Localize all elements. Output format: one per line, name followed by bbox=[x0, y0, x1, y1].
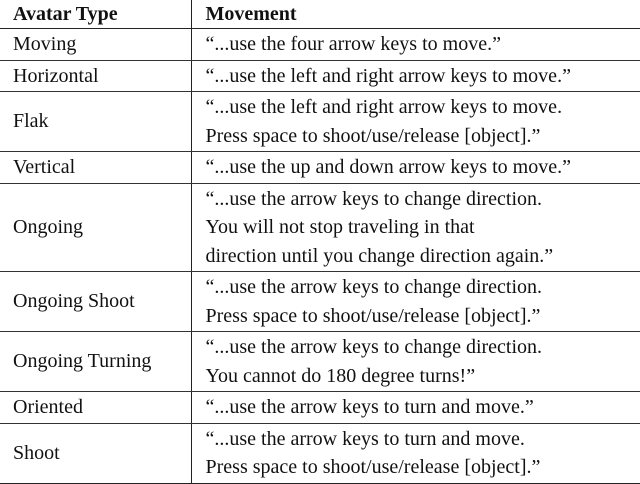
table-row bbox=[0, 183, 640, 272]
movement-line: Press space to shoot/use/release [object].” bbox=[206, 453, 640, 482]
table-row bbox=[0, 92, 640, 152]
movement-cell bbox=[191, 332, 640, 392]
table-row bbox=[0, 392, 640, 424]
movement-cell bbox=[191, 92, 640, 152]
avatar-type-cell: Vertical bbox=[0, 152, 191, 184]
avatar-type-cell: Ongoing Turning bbox=[0, 332, 191, 392]
header-avatar-type: Avatar Type bbox=[0, 0, 191, 29]
table-row bbox=[0, 272, 640, 332]
table-row bbox=[0, 332, 640, 392]
table-row bbox=[0, 29, 640, 61]
movement-line: “...use the four arrow keys to move.” bbox=[206, 30, 640, 59]
table-row bbox=[0, 60, 640, 92]
avatar-type-cell: Horizontal bbox=[0, 60, 191, 92]
movement-line: “...use the arrow keys to change direction. bbox=[206, 273, 640, 302]
table-row bbox=[0, 152, 640, 184]
movement-line: “...use the arrow keys to turn and move.” bbox=[206, 393, 640, 422]
avatar-type-cell: Ongoing Shoot bbox=[0, 272, 191, 332]
movement-line: “...use the up and down arrow keys to move.” bbox=[206, 153, 640, 182]
avatar-type-cell: Moving bbox=[0, 29, 191, 61]
movement-line: You will not stop traveling in that bbox=[206, 213, 640, 242]
movement-cell bbox=[191, 392, 640, 424]
movement-line: You cannot do 180 degree turns!” bbox=[206, 362, 640, 391]
movement-cell bbox=[191, 183, 640, 272]
avatar-type-cell: Flak bbox=[0, 92, 191, 152]
movement-cell bbox=[191, 272, 640, 332]
movement-line: “...use the arrow keys to change direction. bbox=[206, 333, 640, 362]
movement-line: “...use the arrow keys to change direction. bbox=[206, 185, 640, 214]
movement-line: Press space to shoot/use/release [object].” bbox=[206, 122, 640, 151]
header-movement: Movement bbox=[191, 0, 640, 29]
table-header bbox=[0, 0, 640, 29]
movement-cell bbox=[191, 152, 640, 184]
movement-line: “...use the left and right arrow keys to move. bbox=[206, 93, 640, 122]
movement-cell bbox=[191, 423, 640, 483]
avatar-type-cell: Ongoing bbox=[0, 183, 191, 272]
avatar-type-cell: Oriented bbox=[0, 392, 191, 424]
table-body bbox=[0, 29, 640, 484]
movement-line: “...use the left and right arrow keys to move.” bbox=[206, 62, 640, 91]
movement-line: direction until you change direction again.” bbox=[206, 242, 640, 271]
table-row bbox=[0, 423, 640, 483]
movement-cell bbox=[191, 29, 640, 61]
avatar-type-cell: Shoot bbox=[0, 423, 191, 483]
header-row bbox=[0, 0, 640, 29]
movement-cell bbox=[191, 60, 640, 92]
movement-line: Press space to shoot/use/release [object].” bbox=[206, 302, 640, 331]
movement-line: “...use the arrow keys to turn and move. bbox=[206, 425, 640, 454]
